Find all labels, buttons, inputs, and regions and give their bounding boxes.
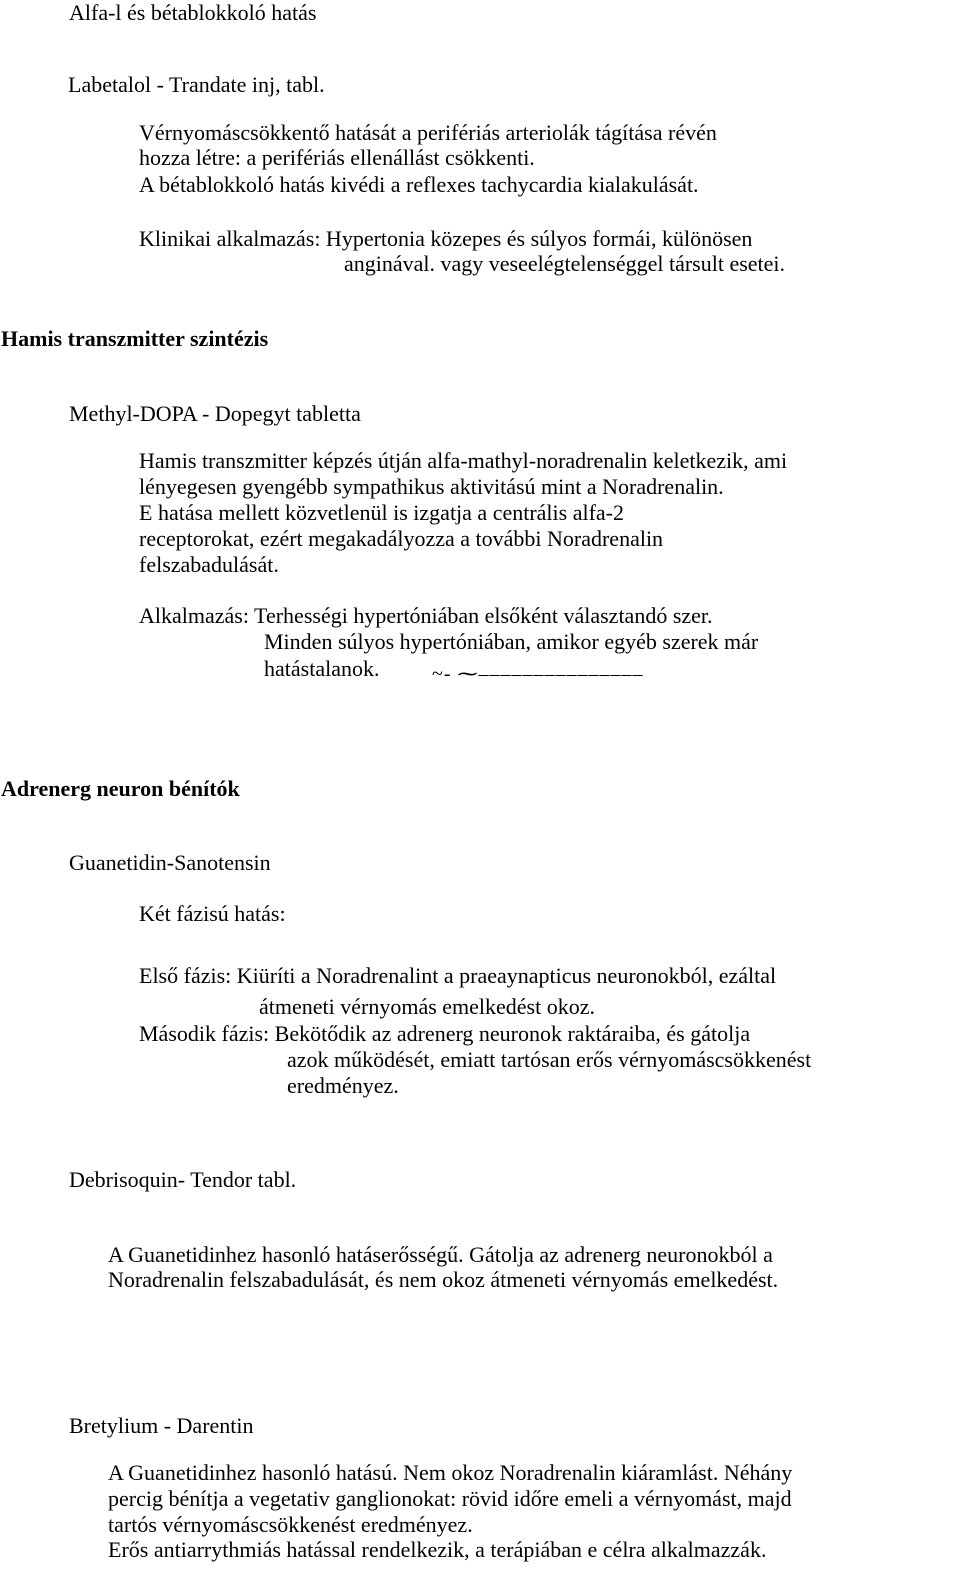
paragraph-line: Erős antiarrythmiás hatással rendelkezik, a terápiában e célra alkalmazzák.: [108, 1537, 767, 1562]
paragraph-line: Noradrenalin felszabadulását, és nem okoz átmeneti vérnyomás emelkedést.: [108, 1267, 779, 1292]
paragraph-line: eredményez.: [287, 1073, 399, 1098]
paragraph-line: azok működését, emiatt tartósan erős vérnyomáscsökkenést: [287, 1047, 812, 1072]
paragraph-line: E hatása mellett közvetlenül is izgatja a centrális alfa-2: [139, 500, 625, 525]
paragraph-line: hozza létre: a perifériás ellenállást csökkenti.: [139, 145, 535, 170]
paragraph-line: percig bénítja a vegetativ ganglionokat: rövid időre emeli a vérnyomást, majd: [108, 1486, 792, 1511]
paragraph-line: átmeneti vérnyomás emelkedést okoz.: [259, 994, 595, 1019]
scan-artifact-dashes: ~- ⁓‒‒‒‒‒‒‒‒‒‒‒‒‒‒‒: [432, 663, 644, 685]
paragraph-line: Hamis transzmitter képzés útján alfa-mathyl-noradrenalin keletkezik, ami: [139, 448, 788, 473]
paragraph-line: hatástalanok.: [264, 656, 380, 681]
paragraph-line: felszabadulását.: [139, 552, 279, 577]
paragraph-line: anginával. vagy veseelégtelenséggel társult esetei.: [344, 251, 786, 276]
paragraph-line: A bétablokkoló hatás kivédi a reflexes tachycardia kialakulását.: [139, 172, 699, 197]
paragraph-line: Második fázis: Bekötődik az adrenerg neuronok raktáraiba, és gátolja: [139, 1021, 751, 1046]
paragraph-line: Alkalmazás: Terhességi hypertóniában elsőként választandó szer.: [139, 603, 713, 628]
paragraph-line: lényegesen gyengébb sympathikus aktivitású mint a Noradrenalin.: [139, 474, 724, 499]
paragraph-line: Vérnyomáscsökkentő hatását a perifériás arteriolák tágítása révén: [139, 120, 717, 145]
drug-name-methyl-dopa: Methyl-DOPA - Dopegyt tabletta: [69, 401, 361, 426]
paragraph-line: Klinikai alkalmazás: Hypertonia közepes és súlyos formái, különösen: [139, 226, 753, 251]
paragraph-line: receptorokat, ezért megakadályozza a további Noradrenalin: [139, 526, 664, 551]
drug-name-debrisoquin: Debrisoquin- Tendor tabl.: [69, 1167, 297, 1192]
paragraph-line: Két fázisú hatás:: [139, 901, 286, 926]
paragraph-line: A Guanetidinhez hasonló hatáserősségű. Gátolja az adrenerg neuronokból a: [108, 1242, 773, 1267]
section-heading-hamis-transzmitter: Hamis transzmitter szintézis: [1, 326, 269, 351]
drug-name-labetalol: Labetalol - Trandate inj, tabl.: [68, 72, 325, 97]
paragraph-line: tartós vérnyomáscsökkenést eredményez.: [108, 1512, 473, 1537]
paragraph-line: Első fázis: Kiüríti a Noradrenalint a praeaynapticus neuronokból, ezáltal: [139, 963, 777, 988]
paragraph-line: A Guanetidinhez hasonló hatású. Nem okoz Noradrenalin kiáramlást. Néhány: [108, 1460, 793, 1485]
section-heading-alfa-beta: Alfa-l és bétablokkoló hatás: [69, 0, 317, 25]
drug-name-bretylium: Bretylium - Darentin: [69, 1413, 254, 1438]
section-heading-adrenerg-neuron: Adrenerg neuron bénítók: [1, 776, 240, 801]
drug-name-guanetidin: Guanetidin-Sanotensin: [69, 850, 271, 875]
paragraph-line: Minden súlyos hypertóniában, amikor egyéb szerek már: [264, 629, 759, 654]
